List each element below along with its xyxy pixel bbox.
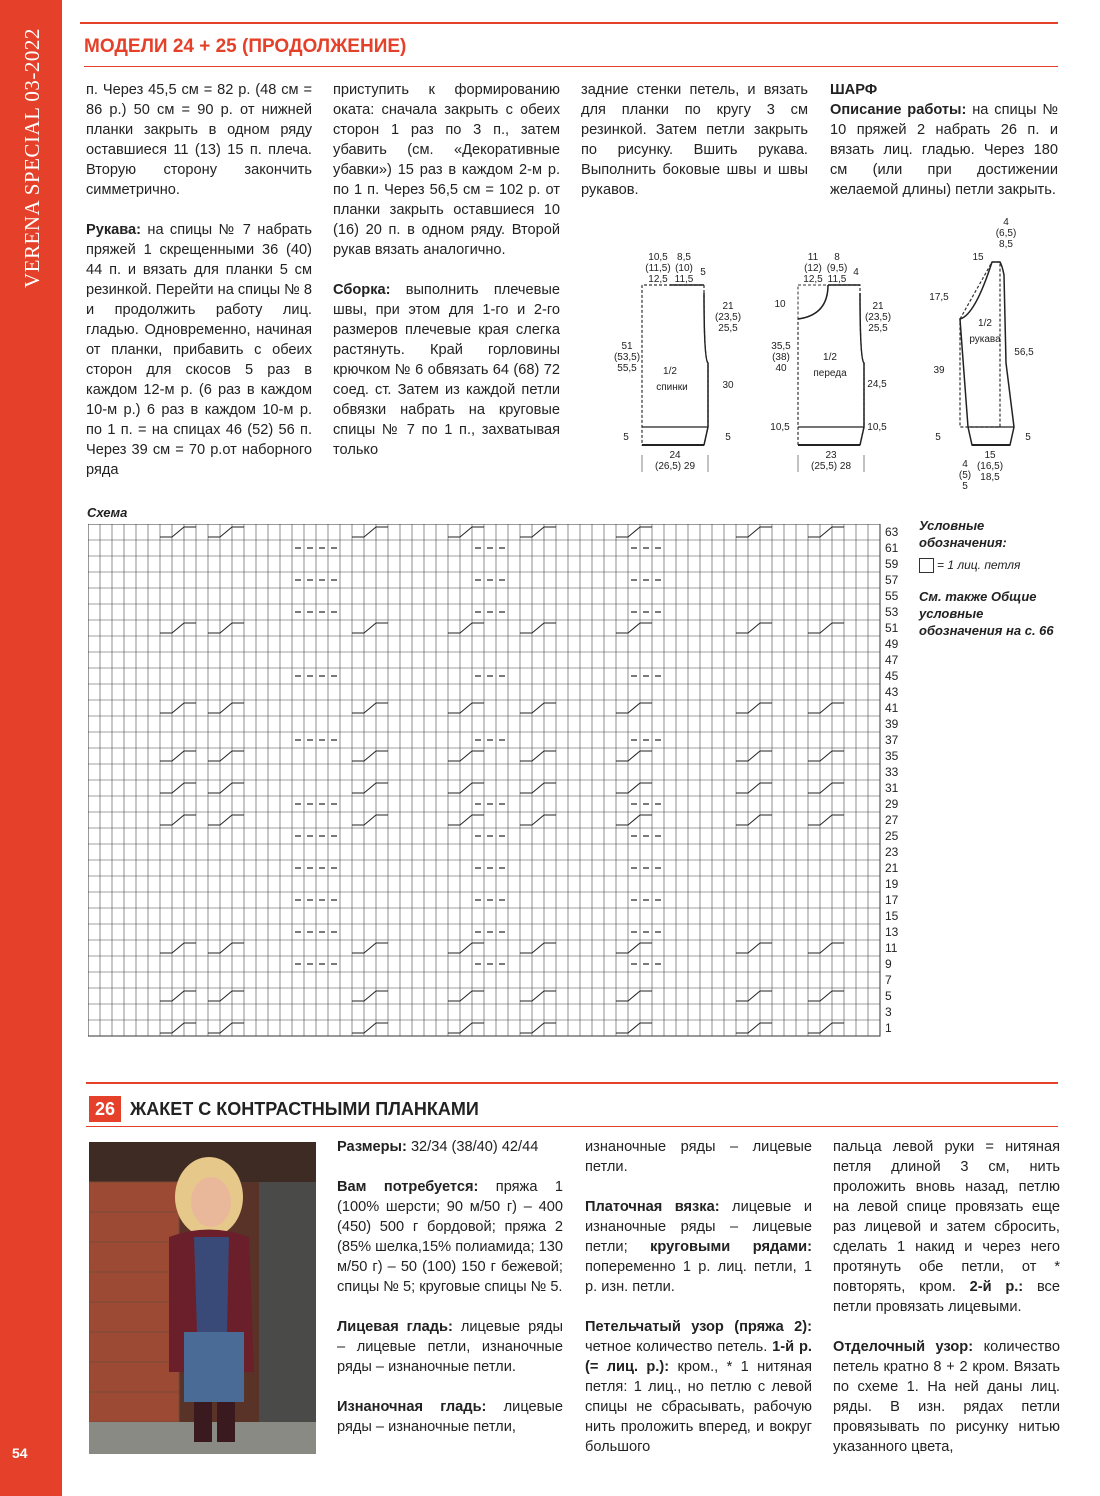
front-diagram <box>770 252 891 472</box>
svg-text:25,5: 25,5 <box>868 323 888 334</box>
paragraph: Петельчатый узор (пряжа 2): четное количество петель. 1-й р. (= лиц. р.): кром., * 1 нитяная петля: 1 лиц., но петлю с левой спицы не сбрасывать, рабочую нить проложить вперед, и вокруг большого <box>585 1319 813 1455</box>
svg-text:25,5: 25,5 <box>718 323 738 334</box>
text-column-1 <box>86 80 312 500</box>
paragraph: Изнаночная гладь: лицевые ряды – изнаночные петли, <box>337 1399 563 1435</box>
pattern-diagrams <box>600 215 1060 490</box>
svg-text:10,5: 10,5 <box>648 252 668 263</box>
svg-text:4: 4 <box>1003 217 1009 228</box>
row-number: 59 <box>885 557 899 571</box>
svg-text:8,5: 8,5 <box>677 252 691 263</box>
svg-text:(6,5): (6,5) <box>995 228 1017 239</box>
row-number: 57 <box>885 573 899 587</box>
sleeve-label: 1/2 <box>978 318 992 329</box>
row-number: 55 <box>885 589 899 603</box>
row-number: 29 <box>885 797 899 811</box>
svg-text:5: 5 <box>962 481 968 490</box>
paragraph: Сборка: выполнить плечевые швы, при этом для 1-го и 2-го размеров плечевые края слегка растянуть. Край горловины крючком № 6 обвязать 64 (68) 72 соед. ст. Затем из каждой петли обвязки набрать на круговые спицы № 7 по 1 п., захватывая только <box>333 282 560 458</box>
schema-title: Схема <box>87 505 128 520</box>
svg-text:(23,5): (23,5) <box>714 312 742 323</box>
row-number: 61 <box>885 541 899 555</box>
model-number-badge: 26 <box>89 1096 121 1122</box>
paragraph: приступить к формированию оката: сначала закрыть с обеих сторон 1 раз по 3 п., затем убавить (см. «Декоративные убавки») 15 раз в каждом 2-м р. по 1 п. Через 56,5 см = 102 р. от планки закрыть оставшиеся 10 (16) 20 п. в одном ряду. Второй рукав вязать аналогично. <box>333 82 560 258</box>
row-number: 13 <box>885 925 899 939</box>
scarf-title: ШАРФ <box>830 82 878 98</box>
text-column-3 <box>581 80 808 220</box>
svg-text:(25,5) 28: (25,5) 28 <box>810 461 852 472</box>
row-number: 47 <box>885 653 899 667</box>
paragraph: Лицевая гладь: лицевые ряды – лицевые петли, изнаночные ряды – изнаночные петли. <box>337 1319 563 1375</box>
svg-text:10: 10 <box>774 299 786 310</box>
svg-text:8: 8 <box>834 252 840 263</box>
svg-text:24: 24 <box>669 450 681 461</box>
svg-text:(5): (5) <box>958 470 972 481</box>
back-diagram <box>614 252 741 472</box>
svg-text:4: 4 <box>962 459 968 470</box>
row-number: 7 <box>885 973 892 987</box>
section26-column-1 <box>337 1137 563 1457</box>
svg-text:(53,5): (53,5) <box>613 352 641 363</box>
legend-item: = 1 лиц. петля <box>919 557 1069 574</box>
paragraph: Платочная вязка: лицевые и изнаночные ряды – лицевые петли; круговыми рядами: попеременно 1 р. лиц. петли, 1 р. изн. петли. <box>585 1199 812 1295</box>
svg-text:15: 15 <box>984 450 996 461</box>
paragraph: Описание работы: на спицы № 10 пряжей 2 набрать 26 п. и вязать лиц. гладью. Через 180 см (или при достижении желаемой длины) петли закрыть. <box>830 102 1058 198</box>
row-number: 39 <box>885 717 899 731</box>
svg-text:5: 5 <box>700 267 706 278</box>
row-number: 41 <box>885 701 899 715</box>
row-number: 3 <box>885 1005 892 1019</box>
row-number: 21 <box>885 861 899 875</box>
model-photo <box>89 1142 316 1454</box>
svg-text:5: 5 <box>623 432 629 443</box>
svg-text:11,5: 11,5 <box>827 274 847 285</box>
paragraph: п. Через 45,5 см = 82 р. (48 см = 86 р.) 50 см = 90 р. от нижней планки закрыть в одном ряду оставшиеся 11 (13) 15 п. плеча. Вторую сторону закончить симметрично. <box>86 82 312 198</box>
paragraph: Рукава: на спицы № 7 набрать пряжей 1 скрещенными 36 (40) 44 п. и вязать для планки 5 см резинкой. Перейти на спицы № 8 и продолжить работу лиц. гладью. Одновременно, начиная от планки, прибавить с обеих сторон для скосов 5 раз в каждом 12-м р. (6 раз в каждом 10-м р.) 6 раз в каждом 10-м р. по 1 п. = на спицах 46 (52) 56 п. Через 39 см = 70 р.от наборного ряда <box>86 222 312 478</box>
row-number: 31 <box>885 781 899 795</box>
paragraph: задние стенки петель, и вязать для планки по кругу 3 см резинкой. Затем петли закрыть по рисунку. Вшить рукава. Выполнить боковые швы и швы рукавов. <box>581 82 808 198</box>
svg-text:(9,5): (9,5) <box>826 263 848 274</box>
svg-text:35,5: 35,5 <box>771 341 791 352</box>
magazine-brand <box>14 28 50 290</box>
svg-text:(11,5): (11,5) <box>645 263 671 274</box>
text-column-2 <box>333 80 560 480</box>
paragraph: изнаночные ряды – лицевые петли. <box>585 1139 812 1175</box>
svg-text:(16,5): (16,5) <box>976 461 1004 472</box>
svg-text:39: 39 <box>933 365 945 376</box>
back-label: 1/2 <box>663 366 677 377</box>
svg-text:51: 51 <box>621 341 633 352</box>
page-number: 54 <box>12 1445 28 1461</box>
svg-text:5: 5 <box>935 432 941 443</box>
svg-text:23: 23 <box>825 450 837 461</box>
row-number: 37 <box>885 733 899 747</box>
svg-text:21: 21 <box>872 301 884 312</box>
page-title: МОДЕЛИ 24 + 25 (ПРОДОЛЖЕНИЕ) <box>84 36 407 57</box>
row-number: 53 <box>885 605 899 619</box>
row-number: 45 <box>885 669 899 683</box>
legend-note: См. также Общие условные обозначения на с. 66 <box>919 589 1054 638</box>
row-number: 33 <box>885 765 899 779</box>
section-divider <box>86 1082 1058 1084</box>
sleeve-diagram <box>929 217 1034 490</box>
paragraph: Размеры: 32/34 (38/40) 42/44 <box>337 1139 539 1155</box>
svg-text:11,5: 11,5 <box>674 274 694 285</box>
row-number: 11 <box>885 941 898 955</box>
row-number: 49 <box>885 637 899 651</box>
row-number: 25 <box>885 829 899 843</box>
svg-text:21: 21 <box>722 301 734 312</box>
svg-text:12,5: 12,5 <box>648 274 668 285</box>
row-number: 9 <box>885 957 892 971</box>
svg-text:56,5: 56,5 <box>1014 347 1034 358</box>
svg-text:12,5: 12,5 <box>803 274 823 285</box>
svg-text:(23,5): (23,5) <box>864 312 892 323</box>
svg-text:10,5: 10,5 <box>867 422 887 433</box>
svg-text:11: 11 <box>807 252 819 263</box>
row-number: 5 <box>885 989 892 1003</box>
paragraph: Вам потребуется: пряжа 1 (100% шерсти; 90 м/50 г) – 400 (450) 500 г бордовой; пряжа 2 (85% шелка,15% полиамида; 130 м/50 г) – 50 (100) 150 г бежевой; спицы № 5; круговые спицы № 5. <box>337 1179 563 1295</box>
row-number: 15 <box>885 909 899 923</box>
svg-text:4: 4 <box>853 267 859 278</box>
top-divider <box>80 22 1058 24</box>
sleeve-label-2: рукава <box>969 334 1001 345</box>
front-label: 1/2 <box>823 352 837 363</box>
sidebar <box>0 0 62 1496</box>
row-number: 51 <box>885 621 899 635</box>
svg-text:40: 40 <box>775 363 787 374</box>
svg-text:(12): (12) <box>804 263 822 274</box>
svg-text:5: 5 <box>725 432 731 443</box>
svg-text:17,5: 17,5 <box>929 292 949 303</box>
svg-text:18,5: 18,5 <box>980 472 1000 483</box>
brand-text: VERENA SPECIAL 03-2022 <box>20 28 44 288</box>
text-column-4 <box>830 80 1058 220</box>
knit-stitch-icon <box>919 558 934 573</box>
knitting-chart <box>88 524 912 1044</box>
section-underline <box>86 1126 1058 1127</box>
svg-text:24,5: 24,5 <box>867 379 887 390</box>
legend <box>919 517 1069 639</box>
svg-text:30: 30 <box>722 380 734 391</box>
paragraph: пальца левой руки = нитяная петля длиной 3 см, нить проложить вновь назад, петлю на левой спице провязать еще раз лицевой и затем сбросить, сделать 1 накид и через него протянуть обе петли, от * повторять, кром. 2-й р.: все петли провязать лицевыми. <box>833 1139 1060 1315</box>
svg-text:5: 5 <box>1025 432 1031 443</box>
row-number: 23 <box>885 845 899 859</box>
row-number: 35 <box>885 749 899 763</box>
row-number: 27 <box>885 813 899 827</box>
section26-column-2 <box>585 1137 812 1477</box>
svg-text:15: 15 <box>972 252 984 263</box>
svg-text:(26,5) 29: (26,5) 29 <box>654 461 696 472</box>
row-number: 1 <box>885 1021 892 1035</box>
row-number: 43 <box>885 685 899 699</box>
paragraph: Отделочный узор: количество петель кратно 8 + 2 кром. Вязать по схеме 1. На ней даны лиц. ряды. В изн. рядах петли провязывать по рисунку нитью указанного цвета, <box>833 1339 1060 1455</box>
row-number: 19 <box>885 877 899 891</box>
back-label-2: спинки <box>656 382 688 393</box>
svg-text:(38): (38) <box>772 352 790 363</box>
row-number: 17 <box>885 893 899 907</box>
svg-text:(10): (10) <box>675 263 693 274</box>
svg-text:10,5: 10,5 <box>770 422 790 433</box>
section-title: ЖАКЕТ С КОНТРАСТНЫМИ ПЛАНКАМИ <box>130 1099 479 1119</box>
svg-text:55,5: 55,5 <box>617 363 637 374</box>
svg-text:8,5: 8,5 <box>999 239 1013 250</box>
section26-column-3 <box>833 1137 1060 1477</box>
legend-title: Условные обозначения: <box>919 518 1007 550</box>
front-label-2: переда <box>813 368 847 379</box>
title-underline <box>84 66 1058 67</box>
row-number: 63 <box>885 525 899 539</box>
